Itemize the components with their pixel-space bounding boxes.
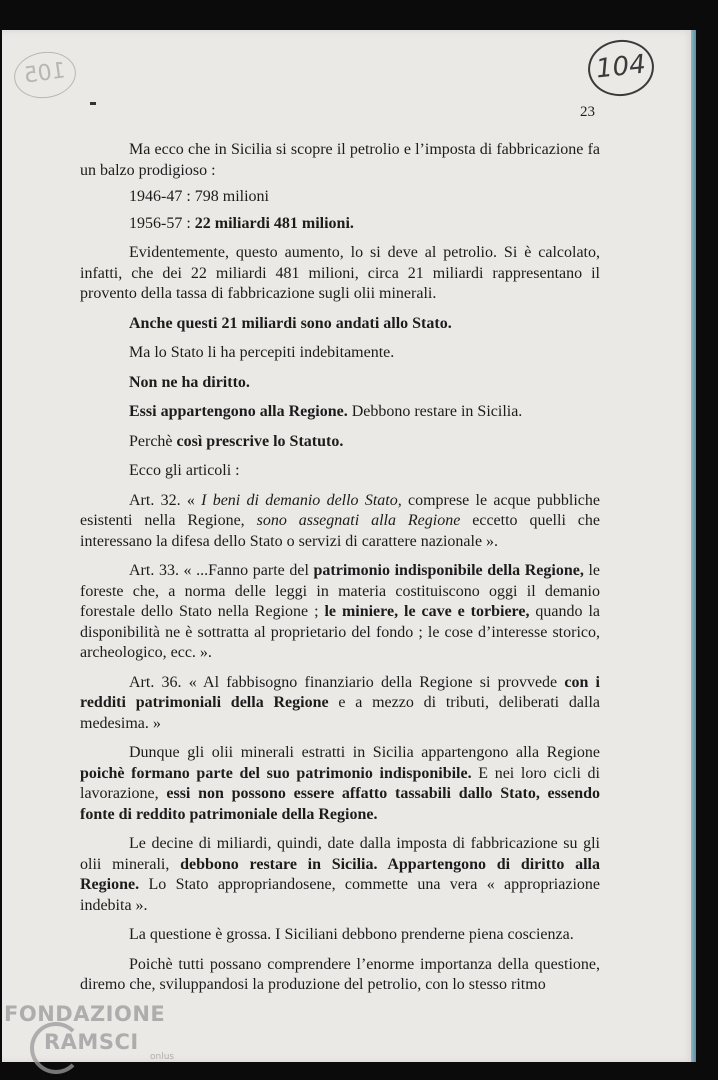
fondazione-gramsci-watermark: FONDAZIONE RAMSCI onlus xyxy=(4,1000,184,1076)
paragraph-ma-lo-stato: Ma lo Stato li ha percepiti indebitamente. xyxy=(129,344,395,361)
paragraph-figure-1946: 1946-47 : 798 milioni xyxy=(129,188,269,205)
paragraph-dunque: Dunque gli olii minerali estratti in Sicilia appartengono alla Regione poichè formano parte del suo patrimonio indisponibile. E nei loro cicli di lavorazione, essi non possono essere affatto tassabili dallo Stato, essendo fonte di reddito patrimoniale della Regione. xyxy=(80,744,601,823)
paragraph-non-ne-ha-diritto: Non ne ha diritto. xyxy=(129,373,250,391)
ink-mark xyxy=(90,102,96,105)
bleed-through-page-number: 105 xyxy=(11,48,79,102)
page-edge xyxy=(691,30,696,1062)
paragraph-essi-appartengono: Essi appartengono alla Regione. Debbono restare in Sicilia. xyxy=(129,403,523,420)
paragraph-figure-1956: 1956-57 : 22 miliardi 481 milioni. xyxy=(129,214,354,232)
paragraph-le-decine: Le decine di miliardi, quindi, date dalla imposta di fabbricazione su gli olii minerali, debbono restare in Sicilia. Appartengono di diritto alla Regione. Lo Stato appropriandosene, commette una vera « appropriazione indebita ». xyxy=(80,835,600,914)
paragraph-art-33: Art. 33. « ...Fanno parte del patrimonio indisponibile della Regione, le foreste che, a norma delle leggi in materia costituiscono oggi il demanio forestale dello Stato nella Regione ; le miniere, le cave e torbiere, quando la disponibilità ne è sottratta al proprietario del fondo ; le cose d’interesse storico, archeologico, ecc. ». xyxy=(80,562,601,661)
paragraph-anche-questi: Anche questi 21 miliardi sono andati allo Stato. xyxy=(129,314,452,332)
printed-page-number: 23 xyxy=(580,104,595,120)
paragraph-intro: Ma ecco che in Sicilia si scopre il petrolio e l’imposta di fabbricazione fa un balzo prodigioso : xyxy=(80,141,600,179)
paragraph-evidentemente: Evidentemente, questo aumento, lo si deve al petrolio. Si è calcolato, infatti, che dei 22 miliardi 481 milioni, circa 21 miliardi rappresentano il provento della tassa di fabbricazione sugli olii minerali. xyxy=(80,244,600,302)
paragraph-la-questione: La questione è grossa. I Siciliani debbono prenderne piena coscienza. xyxy=(129,926,574,943)
paragraph-art-36: Art. 36. « Al fabbisogno finanziario della Regione si provvede con i redditi patrimoniali della Regione e a mezzo di tributi, deliberati dalla medesima. » xyxy=(80,673,600,732)
paragraph-art-32: Art. 32. « I beni di demanio dello Stato, comprese le acque pubbliche esistenti nella Regione, sono assegnati alla Regione eccetto quelli che interessano la difesa dello Stato o servizi di carattere nazionale ». xyxy=(80,491,601,550)
handwritten-page-number: 104 xyxy=(585,37,656,100)
paragraph-perche: Perchè così prescrive lo Statuto. xyxy=(129,432,344,450)
paragraph-ecco-gli-articoli: Ecco gli articoli : xyxy=(129,462,240,479)
paragraph-poiche-tutti: Poichè tutti possano comprendere l’enorme importanza della questione, diremo che, sviluppandosi la produzione del petrolio, con lo stesso ritmo xyxy=(80,955,600,993)
body-text xyxy=(80,140,600,1005)
